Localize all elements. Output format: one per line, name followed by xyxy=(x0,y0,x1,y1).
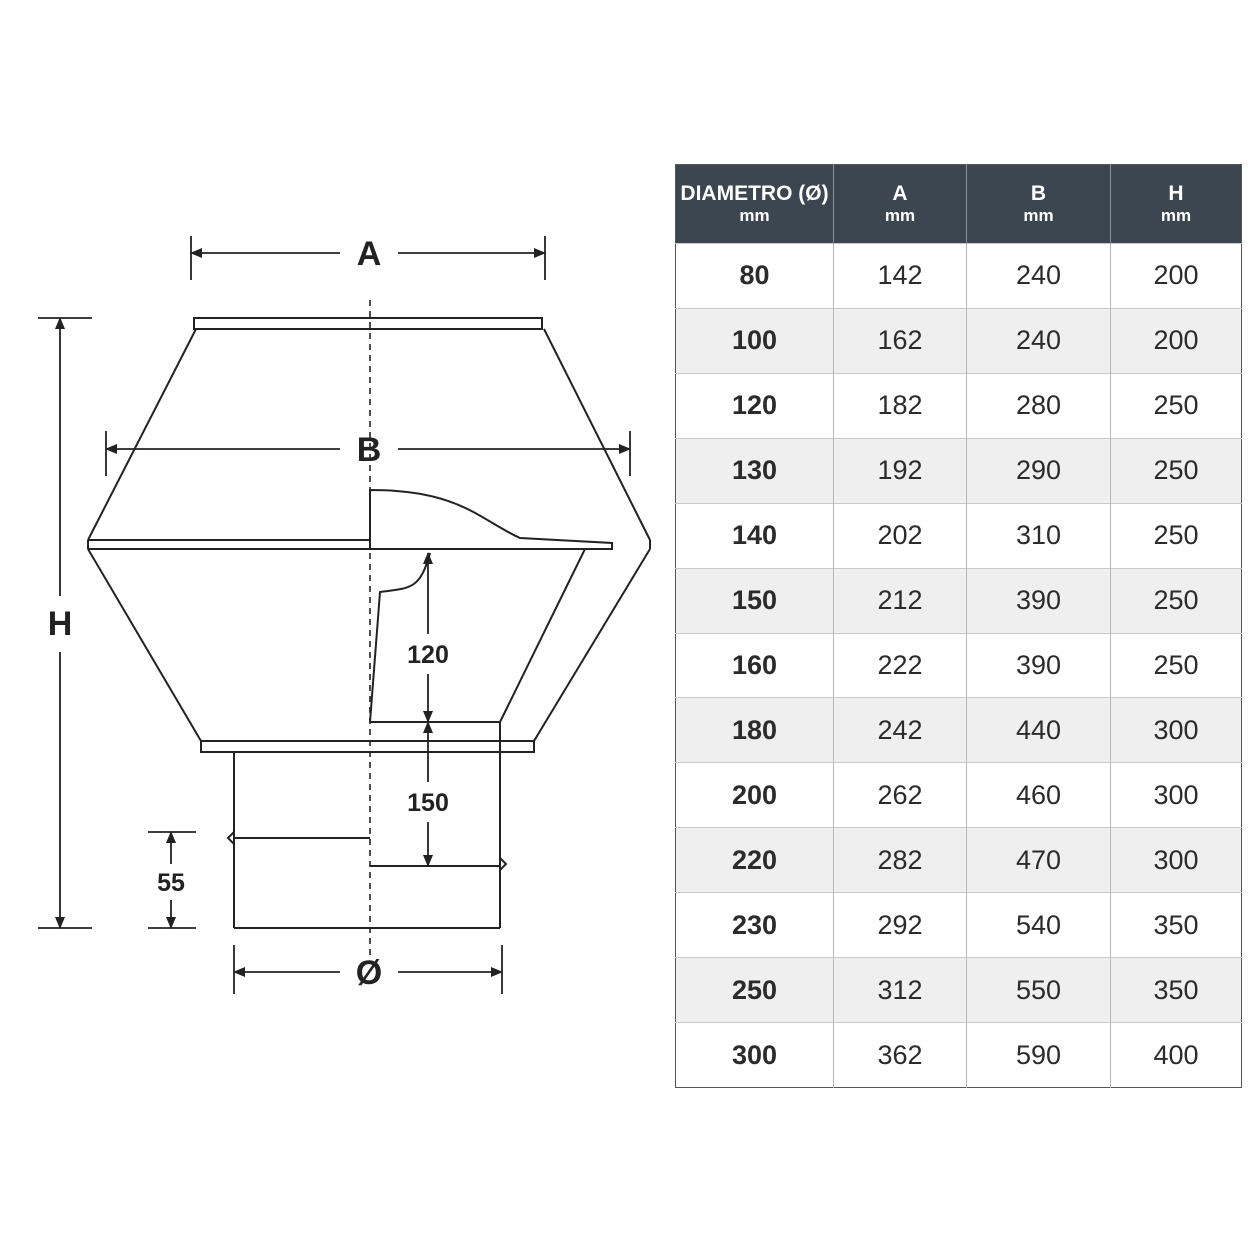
cell-b: 240 xyxy=(967,244,1111,309)
cell-a: 262 xyxy=(834,763,967,828)
dimension-label-150: 150 xyxy=(407,789,449,817)
cell-a: 312 xyxy=(834,958,967,1023)
cell-a: 222 xyxy=(834,633,967,698)
header-b: B mm xyxy=(967,165,1111,244)
cell-diametro: 150 xyxy=(676,568,834,633)
table-row xyxy=(676,244,1242,309)
cell-b: 290 xyxy=(967,438,1111,503)
cell-a: 292 xyxy=(834,893,967,958)
cell-a: 362 xyxy=(834,1023,967,1088)
cell-diametro: 200 xyxy=(676,763,834,828)
dimension-label-b: B xyxy=(356,431,382,469)
cell-h: 300 xyxy=(1111,828,1242,893)
cell-b: 540 xyxy=(967,893,1111,958)
header-h: H mm xyxy=(1111,165,1242,244)
cell-a: 142 xyxy=(834,244,967,309)
cell-b: 440 xyxy=(967,698,1111,763)
cell-b: 390 xyxy=(967,633,1111,698)
cell-h: 250 xyxy=(1111,568,1242,633)
cell-diametro: 120 xyxy=(676,373,834,438)
cell-diametro: 180 xyxy=(676,698,834,763)
cell-diametro: 80 xyxy=(676,244,834,309)
dimension-label-a: A xyxy=(356,235,382,273)
cell-h: 300 xyxy=(1111,763,1242,828)
cell-b: 390 xyxy=(967,568,1111,633)
cell-diametro: 250 xyxy=(676,958,834,1023)
header-a: A mm xyxy=(834,165,967,244)
cell-a: 192 xyxy=(834,438,967,503)
cell-a: 242 xyxy=(834,698,967,763)
cell-h: 200 xyxy=(1111,244,1242,309)
cell-h: 250 xyxy=(1111,438,1242,503)
dimension-label-h: H xyxy=(47,605,73,643)
dimension-label-diameter: Ø xyxy=(355,954,383,992)
cell-diametro: 130 xyxy=(676,438,834,503)
header-diametro: DIAMETRO (Ø) mm xyxy=(676,165,834,244)
cell-h: 200 xyxy=(1111,308,1242,373)
cell-diametro: 160 xyxy=(676,633,834,698)
table-row xyxy=(676,893,1242,958)
table-header-row xyxy=(676,165,1242,244)
cell-b: 240 xyxy=(967,308,1111,373)
cell-b: 310 xyxy=(967,503,1111,568)
cell-b: 590 xyxy=(967,1023,1111,1088)
cell-diametro: 230 xyxy=(676,893,834,958)
table-row xyxy=(676,958,1242,1023)
cell-h: 250 xyxy=(1111,633,1242,698)
cell-h: 250 xyxy=(1111,373,1242,438)
cell-b: 280 xyxy=(967,373,1111,438)
cell-diametro: 100 xyxy=(676,308,834,373)
cell-b: 470 xyxy=(967,828,1111,893)
table-row xyxy=(676,1023,1242,1088)
chimney-cap-outline xyxy=(88,318,650,928)
cell-a: 162 xyxy=(834,308,967,373)
table-row xyxy=(676,308,1242,373)
table-row xyxy=(676,373,1242,438)
cell-diametro: 220 xyxy=(676,828,834,893)
table-row xyxy=(676,763,1242,828)
table-row xyxy=(676,633,1242,698)
cell-h: 350 xyxy=(1111,958,1242,1023)
table-row xyxy=(676,698,1242,763)
dimension-label-55: 55 xyxy=(157,869,185,897)
table-row xyxy=(676,828,1242,893)
cell-a: 202 xyxy=(834,503,967,568)
cell-h: 400 xyxy=(1111,1023,1242,1088)
cell-a: 182 xyxy=(834,373,967,438)
dimension-table xyxy=(675,164,1242,1088)
cell-diametro: 300 xyxy=(676,1023,834,1088)
table-row xyxy=(676,438,1242,503)
table-row xyxy=(676,568,1242,633)
cell-a: 282 xyxy=(834,828,967,893)
cell-b: 550 xyxy=(967,958,1111,1023)
cell-diametro: 140 xyxy=(676,503,834,568)
cell-h: 250 xyxy=(1111,503,1242,568)
cell-h: 300 xyxy=(1111,698,1242,763)
cell-h: 350 xyxy=(1111,893,1242,958)
table-row xyxy=(676,503,1242,568)
cell-b: 460 xyxy=(967,763,1111,828)
dimension-label-120: 120 xyxy=(407,641,449,669)
cell-a: 212 xyxy=(834,568,967,633)
